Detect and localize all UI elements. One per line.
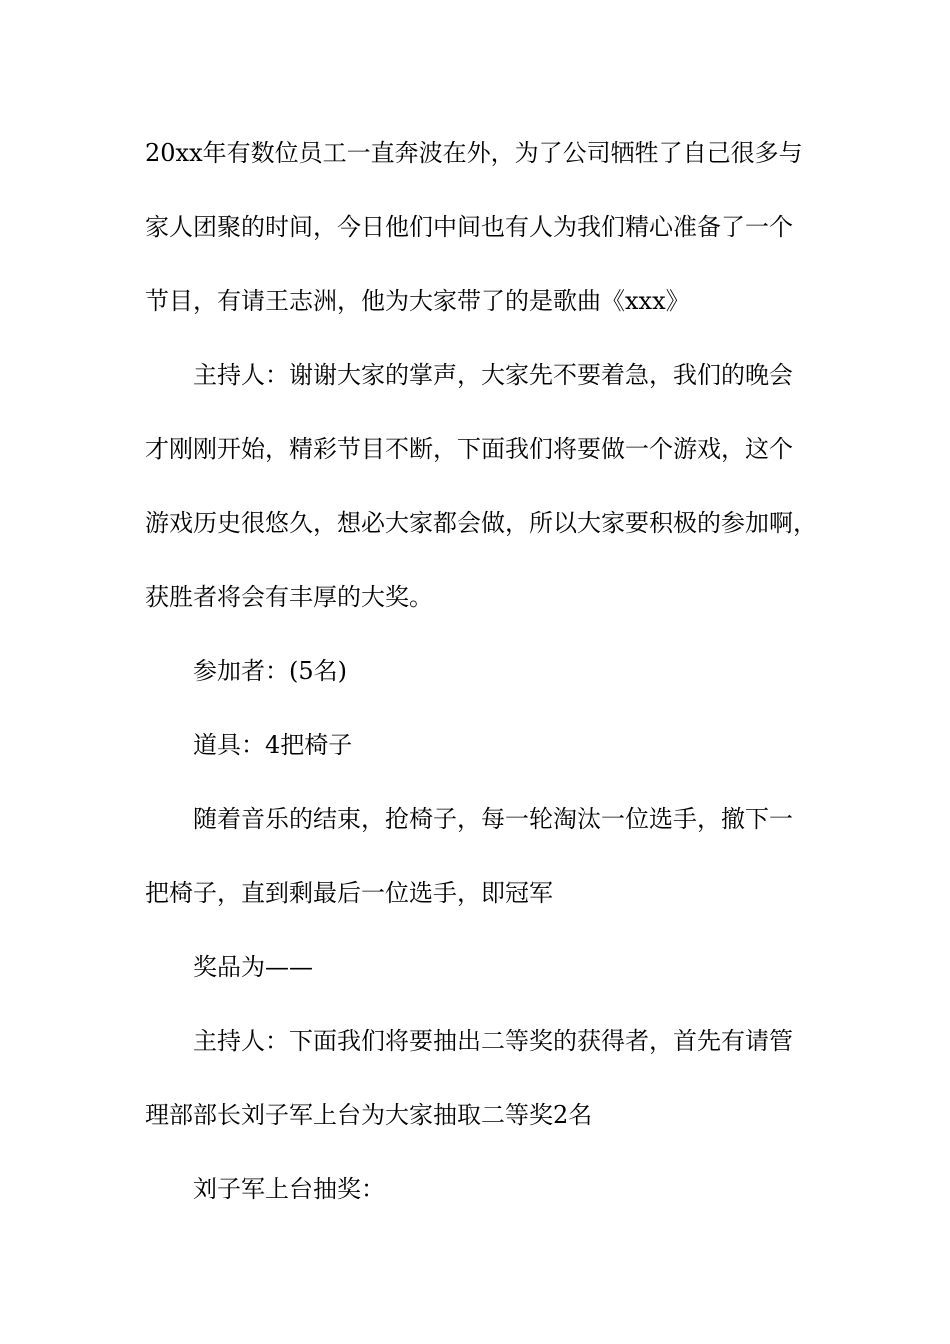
paragraph-line: 节目，有请王志洲，他为大家带了的是歌曲《xxx》 — [145, 287, 690, 315]
paragraph-line: 游戏历史很悠久，想必大家都会做，所以大家要积极的参加啊， — [145, 509, 817, 537]
paragraph-line: 道具：4把椅子 — [193, 731, 353, 759]
paragraph-line: 参加者：(5名) — [193, 657, 347, 685]
paragraph-line: 随着音乐的结束，抢椅子，每一轮淘汰一位选手，撤下一 — [193, 805, 793, 833]
paragraph-line: 理部部长刘子军上台为大家抽取二等奖2名 — [145, 1101, 593, 1129]
paragraph-line: 把椅子，直到剩最后一位选手，即冠军 — [145, 879, 553, 907]
paragraph-line: 奖品为—— — [193, 953, 313, 981]
paragraph-line: 获胜者将会有丰厚的大奖。 — [145, 583, 433, 611]
paragraph-line: 家人团聚的时间，今日他们中间也有人为我们精心准备了一个 — [145, 213, 793, 241]
paragraph-line: 20xx年有数位员工一直奔波在外，为了公司牺牲了自己很多与 — [145, 139, 803, 167]
paragraph-line: 刘子军上台抽奖： — [193, 1175, 385, 1203]
paragraph-line: 主持人：谢谢大家的掌声，大家先不要着急，我们的晚会 — [193, 361, 793, 389]
paragraph-line: 主持人：下面我们将要抽出二等奖的获得者，首先有请管 — [193, 1027, 793, 1055]
paragraph-line: 才刚刚开始，精彩节目不断，下面我们将要做一个游戏，这个 — [145, 435, 793, 463]
